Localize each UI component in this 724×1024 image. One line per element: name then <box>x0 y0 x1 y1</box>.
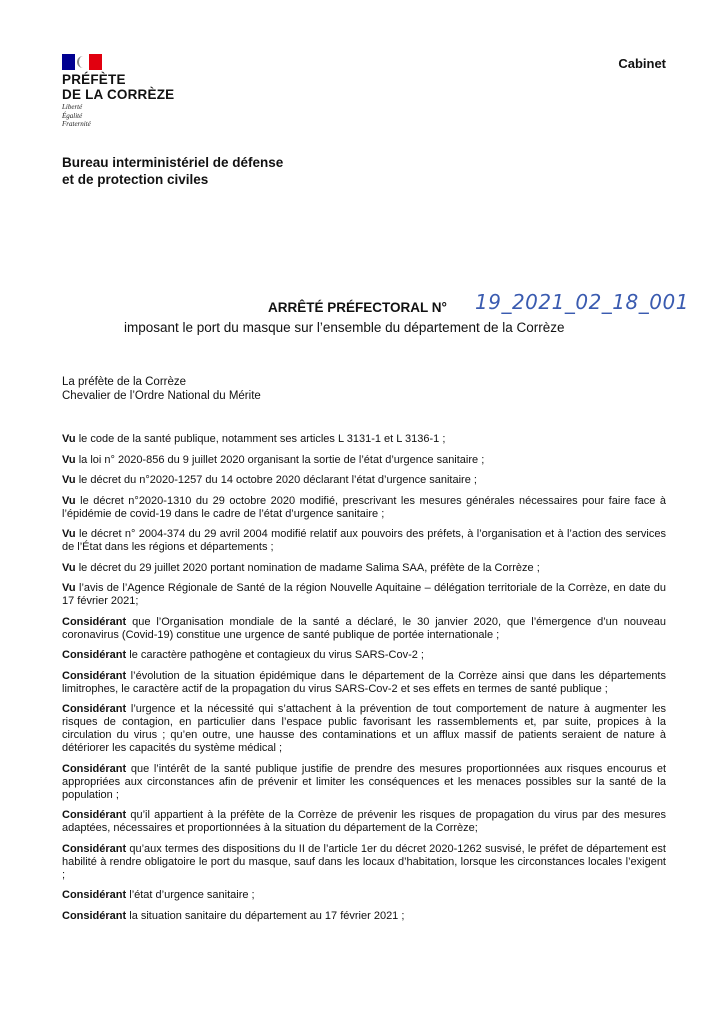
author-line-1: La préfète de la Corrèze <box>62 376 187 388</box>
clause-paragraph <box>62 649 666 662</box>
clause-keyword: Considérant <box>62 889 127 901</box>
motto-egalite: Égalité <box>62 111 83 120</box>
clause-text: la loi n° 2020-856 du 9 juillet 2020 organisant la sortie de l’état d’urgence sanitaire ; <box>75 453 485 466</box>
clause-keyword: Considérant <box>62 703 127 715</box>
clause-keyword: Vu <box>62 494 76 507</box>
marianne-flag-logo-icon <box>62 54 102 70</box>
clause-text: le code de la santé publique, notamment ses articles L 3131-1 et L 3136-1 ; <box>75 433 446 445</box>
clause-keyword: Considérant <box>62 649 127 661</box>
author-block <box>62 375 261 403</box>
clause-paragraph <box>62 843 666 882</box>
arrete-subtitle: imposant le port du masque sur l’ensemble du département de la Corrèze <box>124 320 565 335</box>
author-line-2: Chevalier de l’Ordre National du Mérite <box>62 390 261 402</box>
clause-paragraph <box>62 495 666 521</box>
cabinet-label: Cabinet <box>618 56 666 71</box>
clause-text: le caractère pathogène et contagieux du virus SARS-Cov-2 ; <box>126 649 424 661</box>
clause-paragraph <box>62 474 666 487</box>
clause-text: l’état d’urgence sanitaire ; <box>126 889 255 901</box>
motto-liberte: Liberté <box>62 103 83 111</box>
clause-keyword: Vu <box>62 561 76 574</box>
clause-keyword: Vu <box>62 433 76 445</box>
clause-paragraph <box>62 433 666 446</box>
clause-keyword: Vu <box>62 582 76 594</box>
arrete-title: ARRÊTÉ PRÉFECTORAL N° <box>268 300 447 315</box>
clause-text: le décret n° 2004-374 du 29 avril 2004 modifié relatif aux pouvoirs des préfets, à l’organisation et à l’action des services de l’État dans les régions et départements ; <box>62 528 666 553</box>
clause-paragraph <box>62 910 666 923</box>
clause-keyword: Considérant <box>62 809 127 821</box>
clause-paragraph <box>62 582 666 608</box>
clause-keyword: Vu <box>62 474 76 486</box>
bureau-line-2: et de protection civiles <box>62 172 209 187</box>
clause-keyword: Vu <box>62 528 76 540</box>
clause-keyword: Considérant <box>62 669 127 682</box>
prefect-line-2: DE LA CORRÈZE <box>62 87 175 102</box>
clause-text: le décret du n°2020-1257 du 14 octobre 2020 déclarant l’état d’urgence sanitaire ; <box>75 474 477 486</box>
clause-text: le décret du 29 juillet 2020 portant nomination de madame Salima SAA, préfète de la Corrèze ; <box>75 561 540 574</box>
clause-text: la situation sanitaire du département au 17 février 2021 ; <box>126 909 405 922</box>
clause-paragraph <box>62 703 666 755</box>
republic-motto <box>62 103 91 129</box>
clause-paragraph <box>62 889 666 902</box>
clause-text: l’avis de l’Agence Régionale de Santé de la région Nouvelle Aquitaine – délégation territoriale de la Corrèze, en date du 17 février 2021; <box>62 582 666 607</box>
clause-text: qu’il appartient à la préfète de la Corrèze de prévenir les risques de propagation du virus par des mesures adaptées, nécessaires et proportionnées à la situation du département de la Corrèze; <box>62 809 666 834</box>
prefecture-name <box>62 72 174 102</box>
prefect-line-1: PRÉFÈTE <box>62 72 126 87</box>
clause-text: que l’intérêt de la santé publique justifie de prendre des mesures proportionnées aux risques encourus et appropriées aux circonstances afin de prévenir et limiter les conséquences et les menaces possibles sur la santé de la population ; <box>62 762 666 801</box>
clause-paragraph <box>62 562 666 575</box>
clause-paragraph <box>62 454 666 467</box>
clause-text: l’urgence et la nécessité qui s’attachent à la prévention de tout comportement de nature à augmenter les risques de contagion, en particulier dans l’espace public favorisant les rassemblements et, par suite, propices à la circulation du virus ; qu’en outre, une hausse des contaminations et un afflux massif de patients seraient de nature à détériorer les capacités du système médical ; <box>62 703 666 754</box>
clause-keyword: Considérant <box>62 909 127 922</box>
clause-text: le décret n°2020-1310 du 29 octobre 2020 modifié, prescrivant les mesures générales nécessaires pour faire face à l’épidémie de covid-19 dans le cadre de l’état d’urgence sanitaire ; <box>62 494 666 520</box>
bureau-line-1: Bureau interministériel de défense <box>62 155 284 170</box>
clause-paragraph <box>62 809 666 835</box>
motto-fraternite: Fraternité <box>62 120 91 128</box>
clauses-list <box>62 433 666 930</box>
clause-text: que l’Organisation mondiale de la santé a déclaré, le 30 janvier 2020, que l’émergence d’un nouveau coronavirus (Covid-19) constitue une urgence de santé publique de portée internationale ; <box>62 615 666 641</box>
clause-keyword: Considérant <box>62 842 127 855</box>
clause-paragraph <box>62 670 666 696</box>
clause-keyword: Considérant <box>62 762 127 775</box>
clause-text: qu’aux termes des dispositions du II de l’article 1er du décret 2020-1262 susvisé, le préfet de département est habilité à rendre obligatoire le port du masque, sauf dans les locaux d’habitation, lorsque les circonstances locales l’exigent ; <box>62 842 666 881</box>
arrete-handwritten-number: 19_2021_02_18_001 <box>475 290 689 314</box>
clause-text: l’évolution de la situation épidémique dans le département de la Corrèze ainsi que dans les départements limitrophes, le caractère actif de la propagation du virus SARS-Cov-2 et ses effets en termes de santé publique ; <box>62 669 666 695</box>
bureau-heading <box>62 154 283 188</box>
clause-paragraph <box>62 763 666 802</box>
clause-paragraph <box>62 616 666 642</box>
clause-paragraph <box>62 528 666 554</box>
clause-keyword: Vu <box>62 453 76 466</box>
clause-keyword: Considérant <box>62 615 127 628</box>
